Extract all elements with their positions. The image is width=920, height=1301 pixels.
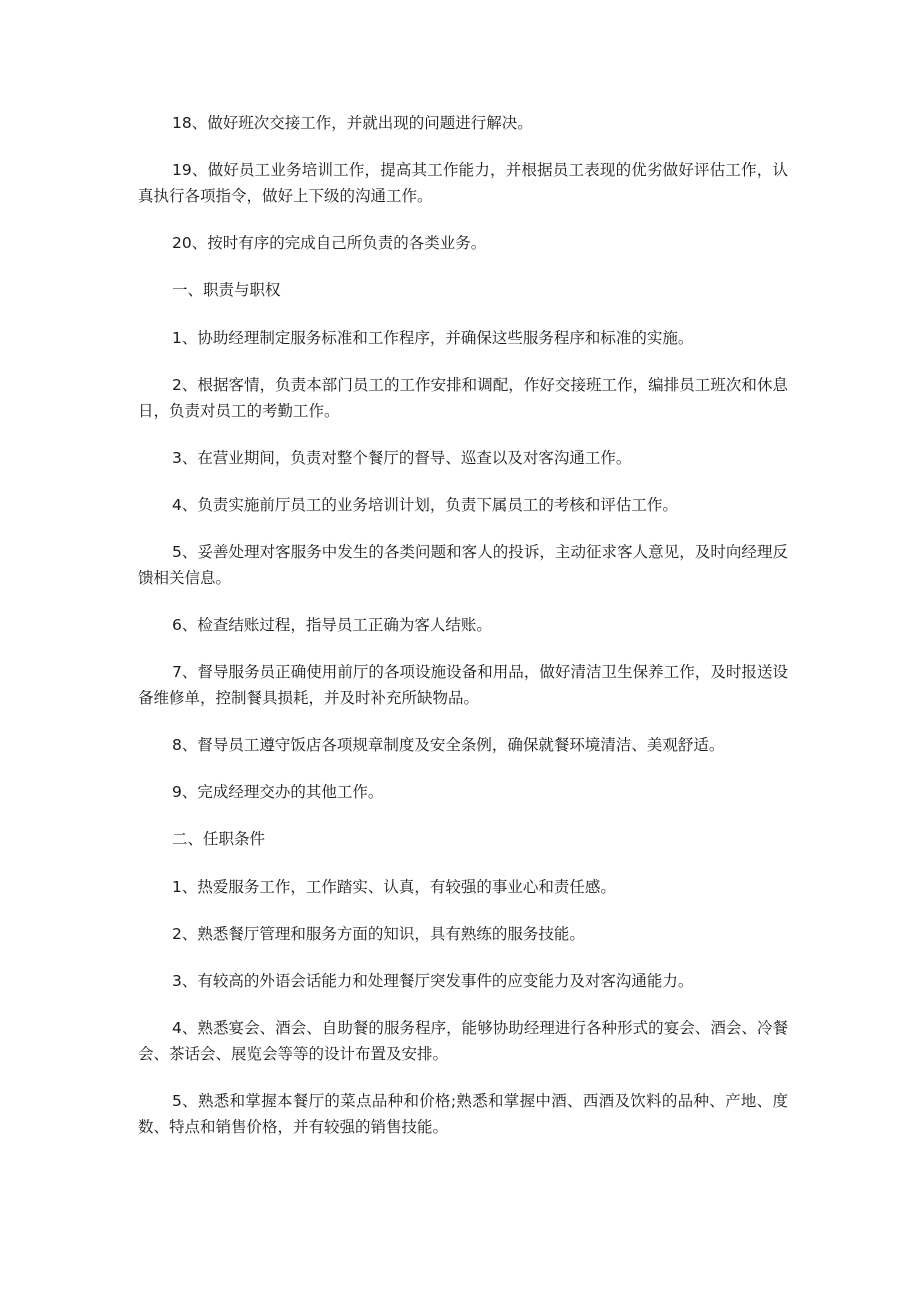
- section-heading-qualifications: 二、任职条件: [172, 830, 266, 848]
- responsibility-item-3: 3、在营业期间，负责对整个餐厅的督导、巡查以及对客沟通工作。: [172, 449, 632, 467]
- document-body: [138, 110, 788, 1161]
- responsibility-item-8: 8、督导员工遵守饭店各项规章制度及安全条例，确保就餐环境清洁、美观舒适。: [172, 736, 725, 754]
- responsibility-item-1: 1、协助经理制定服务标准和工作程序，并确保这些服务程序和标准的实施。: [172, 329, 694, 347]
- responsibility-item-7: 7、督导服务员正确使用前厅的各项设施设备和用品，做好清洁卫生保养工作，及时报送设备维修单，控制餐具损耗，并及时补充所缺物品。: [138, 663, 788, 707]
- paragraph-item-18: 18、做好班次交接工作，并就出现的问题进行解决。: [172, 114, 533, 132]
- responsibility-item-4: 4、负责实施前厅员工的业务培训计划，负责下属员工的考核和评估工作。: [172, 496, 678, 514]
- qualification-item-4: 4、熟悉宴会、酒会、自助餐的服务程序，能够协助经理进行各种形式的宴会、酒会、冷餐会、茶话会、展览会等等的设计布置及安排。: [138, 1019, 788, 1063]
- responsibility-item-5: 5、妥善处理对客服务中发生的各类问题和客人的投诉，主动征求客人意见，及时向经理反馈相关信息。: [138, 543, 788, 587]
- section-heading-responsibilities: 一、职责与职权: [172, 281, 281, 299]
- qualification-item-1: 1、热爱服务工作，工作踏实、认真，有较强的事业心和责任感。: [172, 878, 616, 896]
- paragraph-item-19: 19、做好员工业务培训工作，提高其工作能力，并根据员工表现的优劣做好评估工作，认真执行各项指令，做好上下级的沟通工作。: [138, 161, 788, 205]
- qualification-item-2: 2、熟悉餐厅管理和服务方面的知识，具有熟练的服务技能。: [172, 925, 585, 943]
- qualification-item-3: 3、有较高的外语会话能力和处理餐厅突发事件的应变能力及对客沟通能力。: [172, 972, 694, 990]
- responsibility-item-6: 6、检查结账过程，指导员工正确为客人结账。: [172, 616, 492, 634]
- responsibility-item-2: 2、根据客情，负责本部门员工的工作安排和调配，作好交接班工作，编排员工班次和休息日，负责对员工的考勤工作。: [138, 376, 788, 420]
- qualification-item-5: 5、熟悉和掌握本餐厅的菜点品种和价格;熟悉和掌握中酒、西酒及饮料的品种、产地、度数、特点和销售价格，并有较强的销售技能。: [138, 1092, 788, 1136]
- responsibility-item-9: 9、完成经理交办的其他工作。: [172, 783, 384, 801]
- paragraph-item-20: 20、按时有序的完成自己所负责的各类业务。: [172, 234, 487, 252]
